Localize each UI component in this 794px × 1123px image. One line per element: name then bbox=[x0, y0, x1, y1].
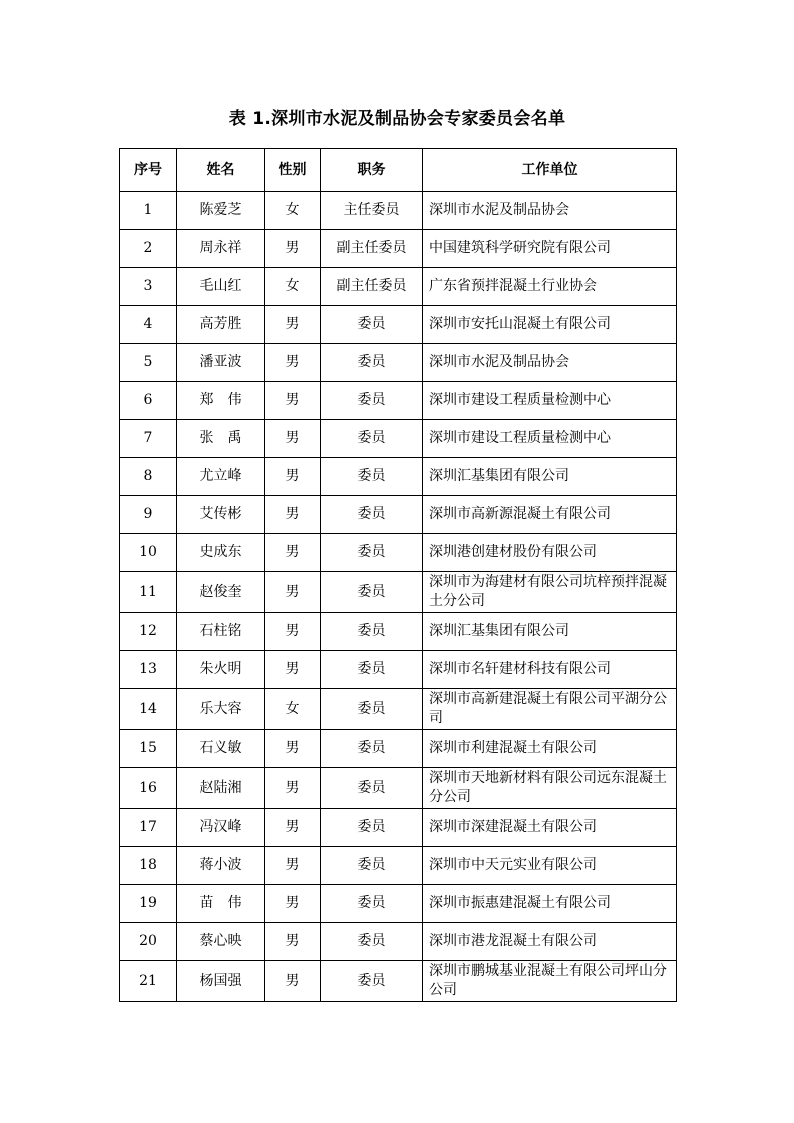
cell-gender: 男 bbox=[265, 458, 321, 496]
cell-gender: 男 bbox=[265, 730, 321, 768]
cell-gender: 男 bbox=[265, 306, 321, 344]
cell-unit: 中国建筑科学研究院有限公司 bbox=[423, 230, 677, 268]
cell-unit: 深圳市水泥及制品协会 bbox=[423, 344, 677, 382]
cell-position: 委员 bbox=[321, 730, 423, 768]
cell-name: 冯汉峰 bbox=[177, 809, 265, 847]
table-row bbox=[120, 809, 677, 847]
table-header-row bbox=[120, 149, 677, 192]
col-header-no: 序号 bbox=[120, 149, 177, 192]
table-row bbox=[120, 730, 677, 768]
cell-position: 委员 bbox=[321, 572, 423, 613]
cell-no: 13 bbox=[120, 651, 177, 689]
cell-unit: 深圳市为海建材有限公司坑梓预拌混凝土分公司 bbox=[423, 572, 677, 613]
cell-name: 史成东 bbox=[177, 534, 265, 572]
cell-unit: 深圳市高新源混凝土有限公司 bbox=[423, 496, 677, 534]
table-row bbox=[120, 961, 677, 1002]
cell-gender: 男 bbox=[265, 923, 321, 961]
cell-no: 2 bbox=[120, 230, 177, 268]
cell-no: 9 bbox=[120, 496, 177, 534]
cell-unit: 深圳市中天元实业有限公司 bbox=[423, 847, 677, 885]
col-header-unit: 工作单位 bbox=[423, 149, 677, 192]
cell-position: 委员 bbox=[321, 651, 423, 689]
cell-no: 6 bbox=[120, 382, 177, 420]
cell-no: 10 bbox=[120, 534, 177, 572]
cell-gender: 男 bbox=[265, 344, 321, 382]
cell-name: 张 禹 bbox=[177, 420, 265, 458]
cell-no: 7 bbox=[120, 420, 177, 458]
cell-gender: 男 bbox=[265, 572, 321, 613]
table-row bbox=[120, 923, 677, 961]
cell-no: 18 bbox=[120, 847, 177, 885]
cell-name: 乐大容 bbox=[177, 689, 265, 730]
table-row bbox=[120, 382, 677, 420]
cell-no: 5 bbox=[120, 344, 177, 382]
cell-gender: 女 bbox=[265, 689, 321, 730]
table-row bbox=[120, 268, 677, 306]
table-row bbox=[120, 689, 677, 730]
table-row bbox=[120, 885, 677, 923]
cell-name: 石义敏 bbox=[177, 730, 265, 768]
cell-position: 副主任委员 bbox=[321, 230, 423, 268]
cell-gender: 男 bbox=[265, 809, 321, 847]
cell-gender: 女 bbox=[265, 268, 321, 306]
cell-position: 委员 bbox=[321, 885, 423, 923]
cell-position: 委员 bbox=[321, 847, 423, 885]
cell-gender: 男 bbox=[265, 382, 321, 420]
cell-unit: 深圳市深建混凝土有限公司 bbox=[423, 809, 677, 847]
cell-unit: 深圳市建设工程质量检测中心 bbox=[423, 420, 677, 458]
cell-unit: 深圳市安托山混凝土有限公司 bbox=[423, 306, 677, 344]
cell-gender: 男 bbox=[265, 885, 321, 923]
table-row bbox=[120, 496, 677, 534]
cell-position: 委员 bbox=[321, 923, 423, 961]
cell-unit: 广东省预拌混凝土行业协会 bbox=[423, 268, 677, 306]
cell-unit: 深圳市高新建混凝土有限公司平湖分公司 bbox=[423, 689, 677, 730]
table-row bbox=[120, 651, 677, 689]
cell-name: 尤立峰 bbox=[177, 458, 265, 496]
cell-name: 蒋小波 bbox=[177, 847, 265, 885]
cell-unit: 深圳市名轩建材科技有限公司 bbox=[423, 651, 677, 689]
cell-name: 周永祥 bbox=[177, 230, 265, 268]
cell-name: 赵陆湘 bbox=[177, 768, 265, 809]
col-header-position: 职务 bbox=[321, 149, 423, 192]
cell-position: 副主任委员 bbox=[321, 268, 423, 306]
cell-no: 19 bbox=[120, 885, 177, 923]
cell-unit: 深圳市水泥及制品协会 bbox=[423, 192, 677, 230]
cell-gender: 男 bbox=[265, 961, 321, 1002]
cell-name: 赵俊奎 bbox=[177, 572, 265, 613]
cell-position: 委员 bbox=[321, 809, 423, 847]
cell-position: 委员 bbox=[321, 420, 423, 458]
cell-name: 杨国强 bbox=[177, 961, 265, 1002]
cell-name: 毛山红 bbox=[177, 268, 265, 306]
cell-unit: 深圳汇基集团有限公司 bbox=[423, 613, 677, 651]
cell-name: 蔡心映 bbox=[177, 923, 265, 961]
cell-position: 委员 bbox=[321, 382, 423, 420]
cell-name: 艾传彬 bbox=[177, 496, 265, 534]
table-row bbox=[120, 344, 677, 382]
cell-no: 21 bbox=[120, 961, 177, 1002]
table-row bbox=[120, 768, 677, 809]
cell-no: 4 bbox=[120, 306, 177, 344]
cell-gender: 男 bbox=[265, 847, 321, 885]
cell-gender: 男 bbox=[265, 613, 321, 651]
cell-no: 1 bbox=[120, 192, 177, 230]
table-row bbox=[120, 458, 677, 496]
cell-name: 朱火明 bbox=[177, 651, 265, 689]
cell-gender: 女 bbox=[265, 192, 321, 230]
cell-unit: 深圳汇基集团有限公司 bbox=[423, 458, 677, 496]
committee-table bbox=[119, 148, 677, 1002]
cell-position: 委员 bbox=[321, 458, 423, 496]
cell-no: 20 bbox=[120, 923, 177, 961]
cell-gender: 男 bbox=[265, 651, 321, 689]
cell-no: 15 bbox=[120, 730, 177, 768]
table-row bbox=[120, 192, 677, 230]
cell-position: 委员 bbox=[321, 613, 423, 651]
cell-gender: 男 bbox=[265, 420, 321, 458]
col-header-gender: 性别 bbox=[265, 149, 321, 192]
cell-name: 高芳胜 bbox=[177, 306, 265, 344]
cell-unit: 深圳市港龙混凝土有限公司 bbox=[423, 923, 677, 961]
page-title: 表 1.深圳市水泥及制品协会专家委员会名单 bbox=[228, 109, 566, 129]
cell-name: 陈爱芝 bbox=[177, 192, 265, 230]
cell-unit: 深圳市利建混凝土有限公司 bbox=[423, 730, 677, 768]
cell-name: 苗 伟 bbox=[177, 885, 265, 923]
cell-no: 12 bbox=[120, 613, 177, 651]
cell-position: 委员 bbox=[321, 689, 423, 730]
table-body bbox=[120, 192, 677, 1002]
cell-gender: 男 bbox=[265, 768, 321, 809]
table-row bbox=[120, 230, 677, 268]
cell-position: 主任委员 bbox=[321, 192, 423, 230]
table-row bbox=[120, 572, 677, 613]
cell-no: 8 bbox=[120, 458, 177, 496]
cell-gender: 男 bbox=[265, 230, 321, 268]
cell-gender: 男 bbox=[265, 496, 321, 534]
cell-no: 11 bbox=[120, 572, 177, 613]
cell-name: 石柱铭 bbox=[177, 613, 265, 651]
cell-name: 潘亚波 bbox=[177, 344, 265, 382]
table-row bbox=[120, 847, 677, 885]
table-row bbox=[120, 306, 677, 344]
cell-unit: 深圳市天地新材料有限公司远东混凝土分公司 bbox=[423, 768, 677, 809]
cell-no: 14 bbox=[120, 689, 177, 730]
cell-position: 委员 bbox=[321, 344, 423, 382]
cell-unit: 深圳市振惠建混凝土有限公司 bbox=[423, 885, 677, 923]
table-row bbox=[120, 613, 677, 651]
cell-position: 委员 bbox=[321, 961, 423, 1002]
cell-unit: 深圳市建设工程质量检测中心 bbox=[423, 382, 677, 420]
cell-position: 委员 bbox=[321, 306, 423, 344]
cell-position: 委员 bbox=[321, 496, 423, 534]
cell-no: 17 bbox=[120, 809, 177, 847]
cell-unit: 深圳港创建材股份有限公司 bbox=[423, 534, 677, 572]
col-header-name: 姓名 bbox=[177, 149, 265, 192]
cell-position: 委员 bbox=[321, 768, 423, 809]
cell-position: 委员 bbox=[321, 534, 423, 572]
cell-unit: 深圳市鹏城基业混凝土有限公司坪山分公司 bbox=[423, 961, 677, 1002]
cell-gender: 男 bbox=[265, 534, 321, 572]
cell-name: 郑 伟 bbox=[177, 382, 265, 420]
cell-no: 16 bbox=[120, 768, 177, 809]
cell-no: 3 bbox=[120, 268, 177, 306]
table-row bbox=[120, 420, 677, 458]
table-row bbox=[120, 534, 677, 572]
